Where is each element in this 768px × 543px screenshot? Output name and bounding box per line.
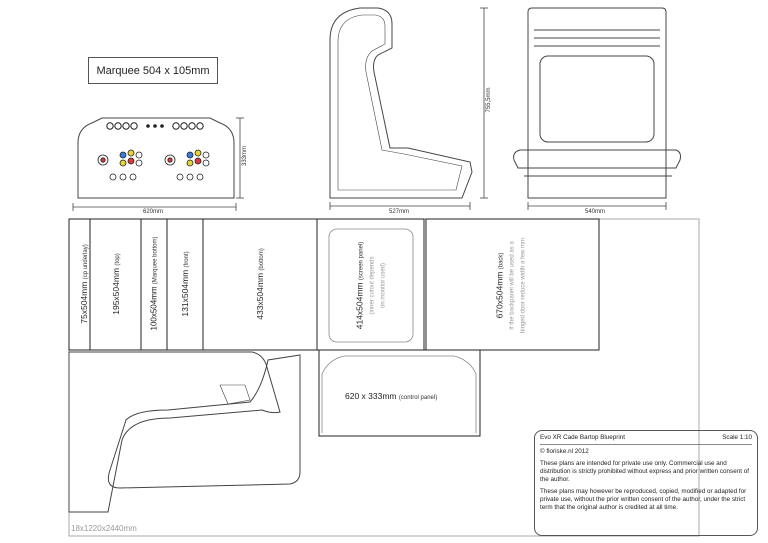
marquee-text: Marquee 504 x 105mm xyxy=(96,64,210,77)
copyright-text: © floriske.nl 2012 xyxy=(540,448,589,455)
license-text-1: These plans are intended for private use only. Commercial use and distribution is strictly prohibited without express and prior written consent of the author. xyxy=(540,460,749,483)
control-panel-top-view xyxy=(73,118,244,211)
side-panels-nest xyxy=(69,352,300,512)
panel-label-top: 195x504mm (top) xyxy=(111,253,121,315)
sheet-size-label: 18x1220x2440mm xyxy=(71,524,137,533)
marquee-label xyxy=(88,57,218,84)
panel-label-bottom: 433x504mm (bottom) xyxy=(255,248,265,320)
front-width-label: 540mm xyxy=(585,209,606,215)
side-width-label: 527mm xyxy=(389,209,410,215)
panel-label-screen: 414x504mm (screen panel) (inner cutout depends on monitor used) xyxy=(354,241,387,330)
cabinet-side-view xyxy=(330,8,488,210)
title-block xyxy=(534,430,758,536)
control-panel-label: 620 x 333mm (control panel) xyxy=(345,391,438,401)
license-text-2: These plans may however be reproduced, copied, modified or adapted for private use, without the prior written consent of the author, under the strict term that the original author is credited at all time. xyxy=(540,488,747,511)
panel-label-cp-underlay: 75x504mm (cp underlay) xyxy=(79,244,89,324)
panel-label-back: 670x504mm (back) If the backpanel will be used as a hinged door reduce width a few mm xyxy=(494,237,527,334)
panel-label-front: 131x504mm (front) xyxy=(180,251,190,317)
player2-controls xyxy=(165,150,209,180)
cp-center-dots xyxy=(146,124,164,128)
cp-width-label: 620mm xyxy=(143,209,164,215)
side-height-label: 755,5mm xyxy=(486,87,492,113)
cp-height-label: 333mm xyxy=(242,146,248,167)
blueprint-scale: Scale 1:10 xyxy=(722,434,752,441)
title-block-header xyxy=(540,434,752,445)
panel-label-marquee-bottom: 100x504mm (Marquee bottom) xyxy=(149,236,159,331)
cabinet-front-view xyxy=(514,8,681,210)
player1-controls xyxy=(98,150,142,180)
blueprint-title: Evo XR Cade Bartop Blueprint xyxy=(540,434,626,441)
